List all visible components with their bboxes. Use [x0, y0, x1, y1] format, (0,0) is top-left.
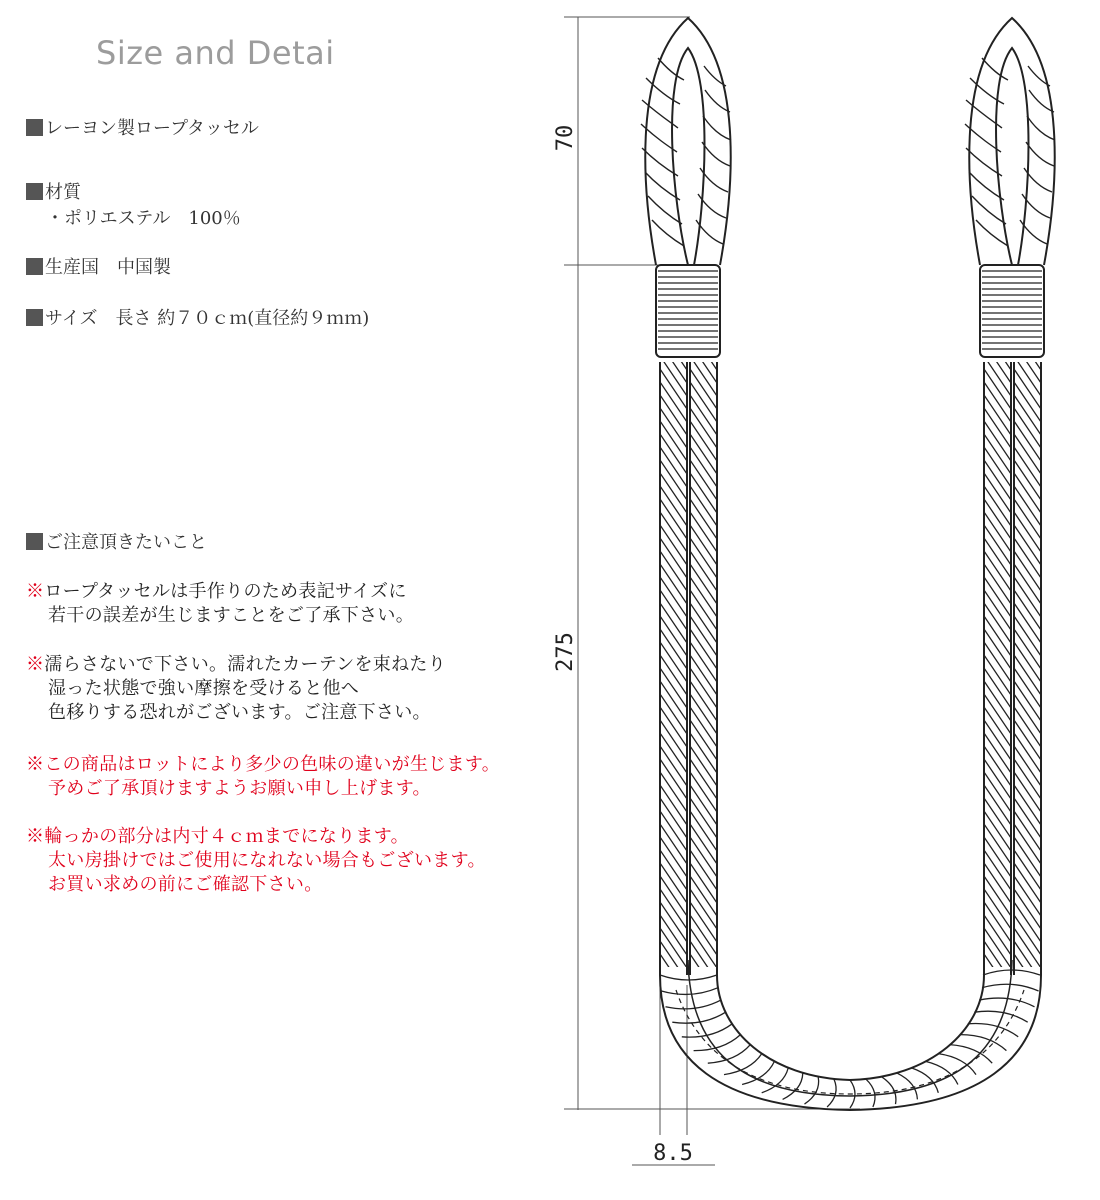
left-rope-strands: [660, 330, 717, 1020]
spec-origin-text: 生産国 中国製: [45, 257, 171, 278]
right-rope-strands: [984, 330, 1041, 1020]
note-line: 濡らさないで下さい。濡れたカーテンを束ねたり: [44, 654, 447, 675]
notes-header-text: ご注意頂きたいこと: [45, 532, 207, 553]
spec-material-label: 材質: [45, 182, 81, 203]
curve-twist-line: [783, 1073, 803, 1099]
note-line: 湿った状態で強い摩擦を受けると他へ: [48, 678, 360, 699]
strand-twist-line: [690, 967, 717, 1007]
note-mark: ※: [26, 754, 45, 775]
note-mark: ※: [26, 581, 45, 602]
note-line: お買い求めの前にご確認下さい。: [48, 874, 323, 895]
left-binding: [656, 265, 720, 357]
dimension-diameter-label: 8.5: [653, 1141, 693, 1166]
curve-twist-line: [897, 1073, 917, 1099]
note-line: 若干の誤差が生じますことをご了承下さい。: [48, 605, 414, 626]
right-binding: [980, 265, 1044, 357]
rope-bottom-curve: [660, 960, 1041, 1110]
note-line: 輪っかの部分は内寸４ｃｍまでになります。: [44, 826, 409, 847]
spec-material-value: ・ポリエステル 100％: [46, 208, 241, 229]
note-line: ロープタッセルは手作りのため表記サイズに: [44, 581, 407, 602]
curve-twist-line: [882, 1077, 896, 1104]
curve-twist-line: [661, 988, 718, 995]
note-line: 色移りする恐れがございます。ご注意下さい。: [48, 702, 431, 723]
right-loop: [965, 18, 1055, 265]
spec-product-text: レーヨン製ロープタッセル: [45, 118, 259, 139]
curve-twist-line: [682, 1024, 732, 1037]
page-title: Size and Detai: [96, 34, 335, 72]
curve-twist-line: [960, 1035, 1007, 1051]
spec-size-text: サイズ 長さ 約７０ｃｍ(直径約９ｍｍ): [45, 308, 370, 329]
note-line: 太い房掛けではご使用になれない場合もございます。: [48, 850, 486, 871]
dimension-lines: [564, 17, 860, 1165]
strand-twist-line: [690, 980, 717, 1020]
dimension-length-label: 275: [553, 632, 578, 672]
note-line: 予めご了承頂けますようお願い申し上げます。: [48, 778, 431, 799]
dimension-loop-label: 70: [553, 124, 578, 152]
note-mark: ※: [26, 826, 45, 847]
strand-twist-line: [660, 967, 687, 1007]
note-line: この商品はロットにより多少の色味の違いが生じます。: [44, 754, 501, 775]
note-mark: ※: [26, 654, 45, 675]
left-loop: [641, 18, 731, 265]
